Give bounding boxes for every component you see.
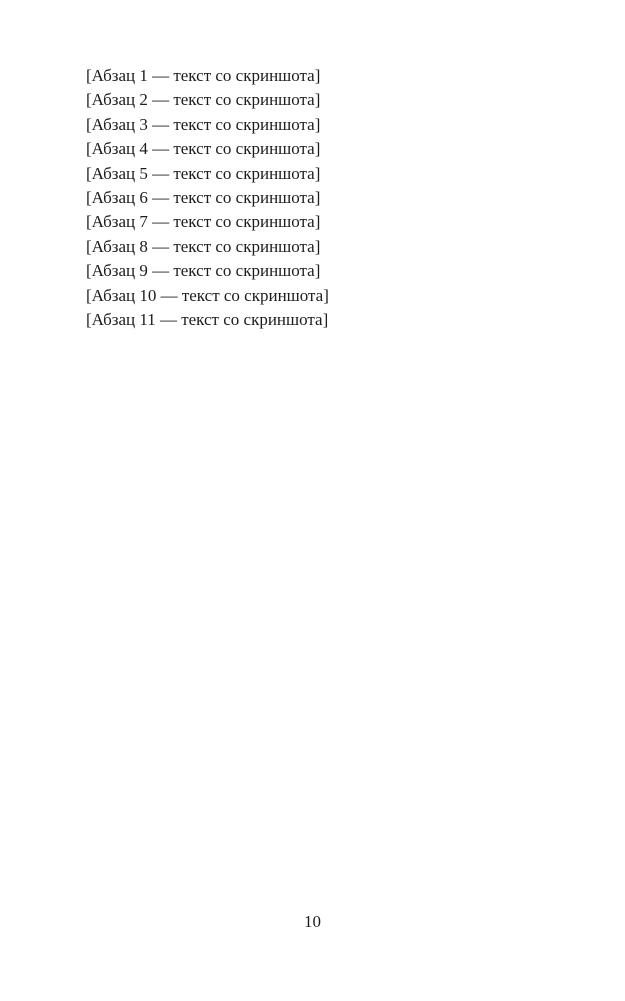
- paragraph-2: [Абзац 2 — текст со скриншота]: [86, 90, 321, 110]
- paragraph-6: [Абзац 6 — текст со скриншота]: [86, 188, 321, 208]
- paragraph-3: [Абзац 3 — текст со скриншота]: [86, 114, 321, 134]
- paragraph-4: [Абзац 4 — текст со скриншота]: [86, 139, 321, 159]
- body-text: [60, 64, 548, 332]
- paragraph-11: [Абзац 11 — текст со скриншота]: [86, 310, 329, 330]
- paragraph-5: [Абзац 5 — текст со скриншота]: [86, 163, 321, 183]
- paragraph-10: [Абзац 10 — текст со скриншота]: [86, 285, 329, 305]
- paragraph-1: [Абзац 1 — текст со скриншота]: [86, 66, 321, 85]
- paragraph-9: [Абзац 9 — текст со скриншота]: [86, 261, 321, 281]
- paragraph-8: [Абзац 8 — текст со скриншота]: [86, 236, 321, 256]
- page-number: 10: [304, 912, 321, 931]
- paragraph-7: [Абзац 7 — текст со скриншота]: [86, 212, 321, 232]
